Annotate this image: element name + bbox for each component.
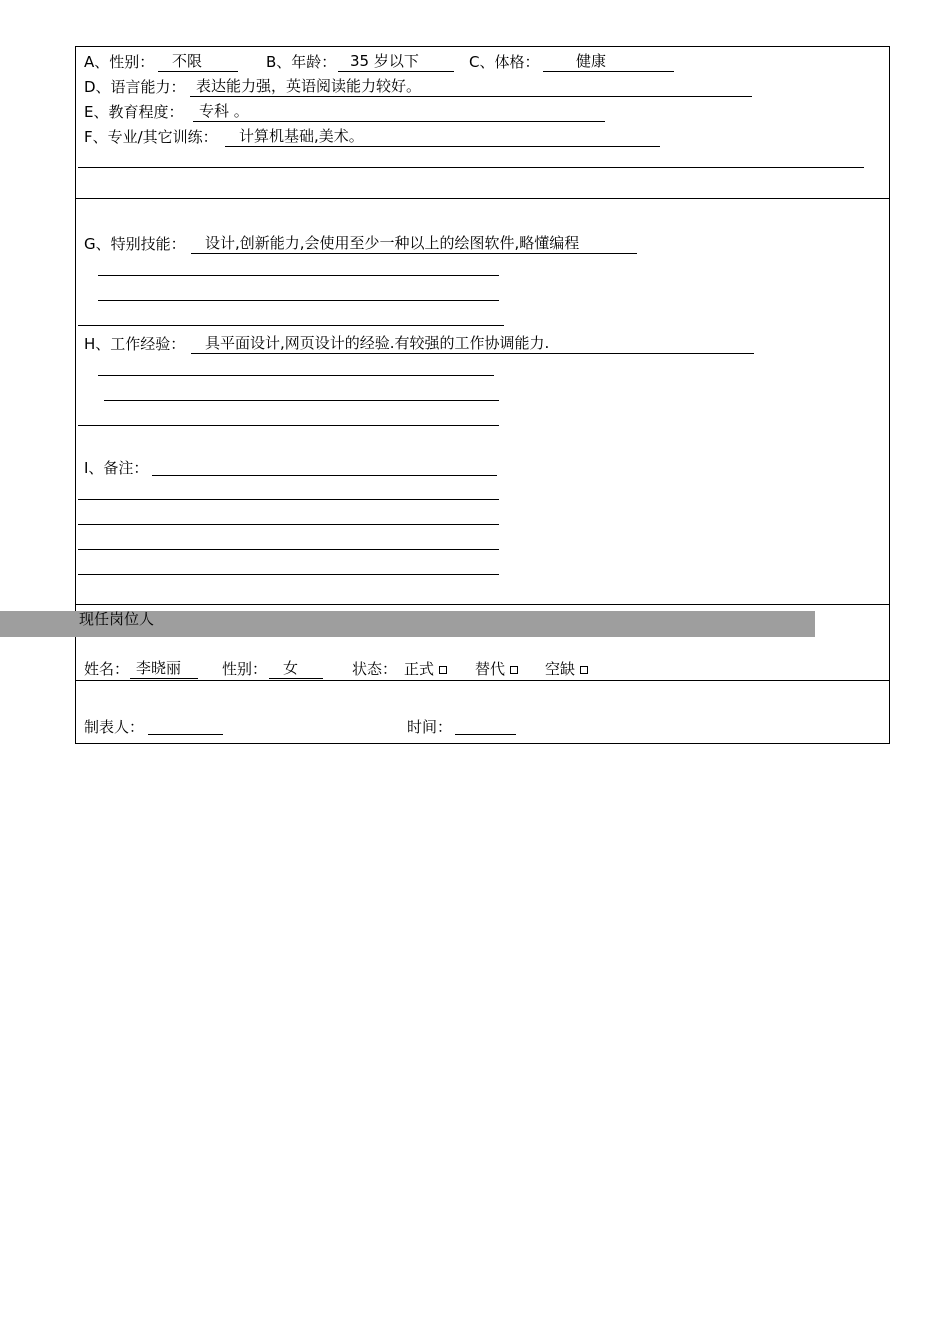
blank-line[interactable] — [98, 275, 499, 276]
experience-field[interactable]: 具平面设计,网页设计的经验.有较强的工作协调能力. — [191, 334, 754, 354]
blank-line[interactable] — [78, 325, 504, 326]
status-label: 状态： — [352, 660, 398, 678]
experience-label: H、工作经验： — [84, 335, 186, 353]
blank-line[interactable] — [78, 425, 499, 426]
incumbent-name-field[interactable]: 李晓丽 — [130, 659, 198, 679]
physique-field[interactable]: 健康 — [543, 52, 674, 72]
blank-line[interactable] — [104, 400, 499, 401]
incumbent-name-label: 姓名： — [84, 660, 130, 678]
language-field[interactable]: 表达能力强，英语阅读能力较好。 — [190, 77, 752, 97]
gender-field[interactable]: 不限 — [158, 52, 238, 72]
section-divider — [75, 604, 890, 605]
status-option-vacant[interactable] — [545, 660, 588, 678]
language-label: D、语言能力： — [84, 78, 186, 96]
remarks-label: I、备注： — [84, 459, 149, 477]
training-label: F、专业/其它训练： — [84, 128, 218, 146]
preparer-label: 制表人： — [84, 718, 145, 736]
blank-line[interactable] — [98, 300, 499, 301]
status-option-formal[interactable] — [404, 660, 447, 678]
remarks-field[interactable] — [152, 475, 497, 476]
status-option-label: 空缺 — [545, 660, 576, 678]
checkbox-icon[interactable] — [580, 666, 588, 674]
incumbent-gender-field[interactable]: 女 — [269, 659, 323, 679]
education-label: E、教育程度： — [84, 103, 184, 121]
job-description-form — [75, 46, 890, 744]
blank-line[interactable] — [98, 375, 494, 376]
blank-line[interactable] — [78, 524, 499, 525]
incumbent-gender-label: 性别： — [222, 660, 268, 678]
blank-line[interactable] — [78, 499, 499, 500]
time-field[interactable] — [455, 734, 516, 735]
status-option-label: 替代 — [475, 660, 506, 678]
skills-label: G、特别技能： — [84, 235, 186, 253]
physique-label: C、体格： — [469, 53, 540, 71]
incumbent-section-title: 现任岗位人 — [79, 610, 155, 628]
skills-field[interactable]: 设计,创新能力,会使用至少一种以上的绘图软件,略懂编程 — [191, 234, 637, 254]
section-divider — [75, 198, 890, 199]
preparer-field[interactable] — [148, 734, 223, 735]
blank-line[interactable] — [78, 167, 864, 168]
education-field[interactable]: 专科 。 — [193, 102, 605, 122]
checkbox-icon[interactable] — [439, 666, 447, 674]
training-field[interactable]: 计算机基础,美术。 — [225, 127, 660, 147]
checkbox-icon[interactable] — [510, 666, 518, 674]
section-divider — [75, 680, 890, 681]
age-field[interactable]: 35 岁以下 — [338, 52, 454, 72]
gender-label: A、性别： — [84, 53, 155, 71]
blank-line[interactable] — [78, 549, 499, 550]
age-label: B、年龄： — [266, 53, 337, 71]
time-label: 时间： — [407, 718, 453, 736]
status-option-substitute[interactable] — [475, 660, 518, 678]
blank-line[interactable] — [78, 574, 499, 575]
status-option-label: 正式 — [404, 660, 435, 678]
